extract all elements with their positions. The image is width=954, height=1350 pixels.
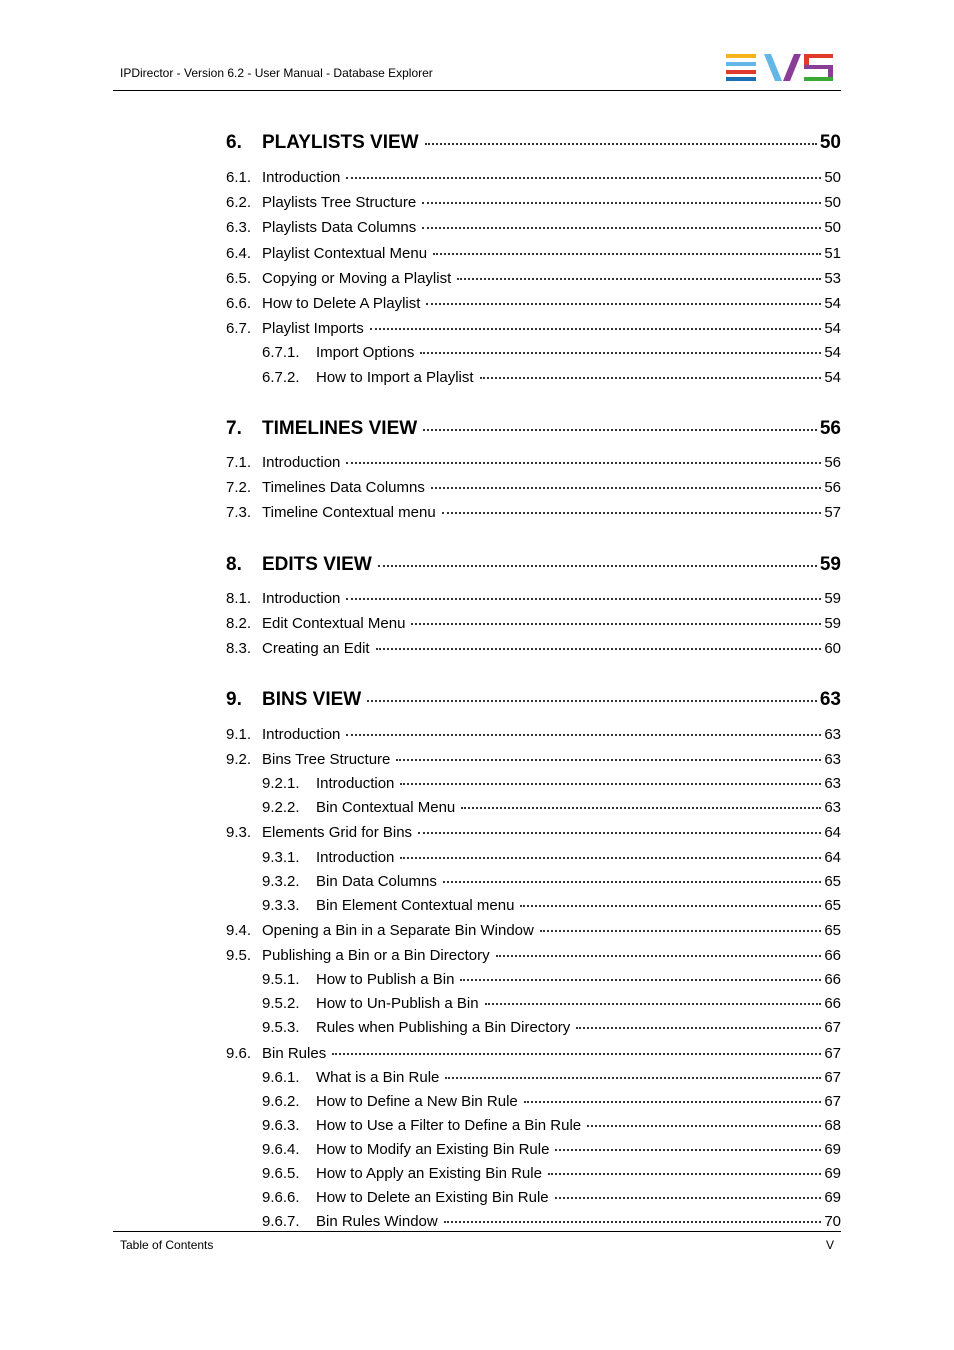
toc-section-entry[interactable] xyxy=(226,270,841,287)
toc-entry-title: Rules when Publishing a Bin Directory xyxy=(316,1019,571,1036)
toc-entry-title: Bin Data Columns xyxy=(316,873,437,890)
toc-entry-number: 9.5.1. xyxy=(262,971,300,988)
toc-entry-title: Elements Grid for Bins xyxy=(262,824,413,841)
toc-entry-page: 50 xyxy=(824,169,841,186)
toc-dot-leader xyxy=(423,429,817,431)
toc-entry-page: 63 xyxy=(824,775,841,792)
toc-entry-number: 7. xyxy=(226,418,242,439)
toc-dot-leader xyxy=(400,783,821,785)
toc-entry-title: Edit Contextual Menu xyxy=(262,615,406,632)
toc-entry-number: 9.2. xyxy=(226,751,252,768)
toc-chapter-entry[interactable] xyxy=(226,689,841,711)
toc-dot-leader xyxy=(442,512,822,514)
toc-section-entry[interactable] xyxy=(226,615,841,632)
toc-entry-page: 51 xyxy=(824,245,841,262)
toc-subsection-entry[interactable] xyxy=(226,799,841,816)
toc-entry-title: Creating an Edit xyxy=(262,640,370,657)
toc-entry-title: Import Options xyxy=(316,344,415,361)
toc-entry-page: 63 xyxy=(824,799,841,816)
toc-entry-number: 6. xyxy=(226,132,242,153)
toc-section-entry[interactable] xyxy=(226,640,841,657)
toc-dot-leader xyxy=(425,143,817,145)
toc-section-entry[interactable] xyxy=(226,922,841,939)
toc-dot-leader xyxy=(540,930,821,932)
toc-dot-leader xyxy=(445,1077,821,1079)
toc-section-entry[interactable] xyxy=(226,194,841,211)
toc-subsection-entry[interactable] xyxy=(226,1093,841,1110)
toc-entry-page: 54 xyxy=(824,369,841,386)
toc-dot-leader xyxy=(443,881,821,883)
toc-entry-number: 9.3.1. xyxy=(262,849,300,866)
toc-entry-page: 57 xyxy=(824,504,841,521)
toc-dot-leader xyxy=(524,1101,822,1103)
toc-entry-number: 9.2.2. xyxy=(262,799,300,816)
toc-entry-title: Bin Rules Window xyxy=(316,1213,438,1230)
toc-entry-page: 69 xyxy=(824,1165,841,1182)
toc-subsection-entry[interactable] xyxy=(226,775,841,792)
toc-entry-page: 66 xyxy=(824,995,841,1012)
table-of-contents xyxy=(226,0,841,1350)
toc-entry-number: 8.1. xyxy=(226,590,252,607)
toc-dot-leader xyxy=(420,352,821,354)
toc-entry-number: 8.2. xyxy=(226,615,252,632)
toc-entry-page: 63 xyxy=(824,751,841,768)
toc-entry-page: 60 xyxy=(824,640,841,657)
toc-subsection-entry[interactable] xyxy=(226,849,841,866)
toc-dot-leader xyxy=(485,1003,822,1005)
toc-entry-page: 53 xyxy=(824,270,841,287)
toc-dot-leader xyxy=(520,905,821,907)
toc-entry-page: 65 xyxy=(824,873,841,890)
toc-dot-leader xyxy=(346,177,821,179)
toc-entry-number: 6.2. xyxy=(226,194,252,211)
toc-entry-title: TIMELINES VIEW xyxy=(262,418,418,439)
toc-entry-number: 6.3. xyxy=(226,219,252,236)
toc-subsection-entry[interactable] xyxy=(226,1117,841,1134)
toc-chapter-entry[interactable] xyxy=(226,554,841,576)
toc-entry-number: 9.5. xyxy=(226,947,252,964)
toc-entry-page: 67 xyxy=(824,1019,841,1036)
toc-subsection-entry[interactable] xyxy=(226,1189,841,1206)
toc-entry-page: 50 xyxy=(819,132,841,153)
toc-entry-title: Introduction xyxy=(262,454,341,471)
toc-entry-number: 6.7.2. xyxy=(262,369,300,386)
toc-dot-leader xyxy=(396,759,821,761)
toc-entry-number: 8.3. xyxy=(226,640,252,657)
toc-entry-page: 59 xyxy=(824,615,841,632)
toc-entry-title: How to Modify an Existing Bin Rule xyxy=(316,1141,550,1158)
toc-subsection-entry[interactable] xyxy=(226,971,841,988)
toc-entry-title: Introduction xyxy=(262,590,341,607)
toc-entry-page: 56 xyxy=(819,418,841,439)
toc-section-entry[interactable] xyxy=(226,1045,841,1062)
toc-entry-title: Playlists Data Columns xyxy=(262,219,417,236)
toc-entry-title: Timeline Contextual menu xyxy=(262,504,436,521)
toc-entry-page: 56 xyxy=(824,479,841,496)
toc-entry-title: How to Use a Filter to Define a Bin Rule xyxy=(316,1117,582,1134)
toc-entry-title: EDITS VIEW xyxy=(262,554,372,575)
toc-dot-leader xyxy=(444,1221,822,1223)
toc-dot-leader xyxy=(370,328,822,330)
toc-entry-number: 7.2. xyxy=(226,479,252,496)
toc-entry-title: How to Delete A Playlist xyxy=(262,295,421,312)
toc-entry-title: Playlist Contextual Menu xyxy=(262,245,428,262)
toc-section-entry[interactable] xyxy=(226,295,841,312)
toc-entry-number: 9.1. xyxy=(226,726,252,743)
toc-dot-leader xyxy=(346,462,821,464)
toc-subsection-entry[interactable] xyxy=(226,1213,841,1230)
toc-entry-page: 65 xyxy=(824,897,841,914)
toc-entry-title: How to Un-Publish a Bin xyxy=(316,995,479,1012)
toc-entry-title: BINS VIEW xyxy=(262,689,362,710)
toc-entry-page: 59 xyxy=(824,590,841,607)
toc-entry-page: 50 xyxy=(824,219,841,236)
toc-entry-number: 6.5. xyxy=(226,270,252,287)
toc-dot-leader xyxy=(457,278,821,280)
toc-dot-leader xyxy=(587,1125,821,1127)
toc-entry-number: 6.4. xyxy=(226,245,252,262)
toc-subsection-entry[interactable] xyxy=(226,369,841,386)
toc-dot-leader xyxy=(422,227,821,229)
toc-section-entry[interactable] xyxy=(226,245,841,262)
toc-dot-leader xyxy=(332,1053,821,1055)
toc-entry-page: 67 xyxy=(824,1045,841,1062)
toc-entry-title: Bin Rules xyxy=(262,1045,327,1062)
toc-entry-page: 54 xyxy=(824,344,841,361)
toc-entry-number: 9.6.7. xyxy=(262,1213,300,1230)
toc-entry-title: Bin Contextual Menu xyxy=(316,799,456,816)
toc-entry-number: 9.6. xyxy=(226,1045,252,1062)
toc-section-entry[interactable] xyxy=(226,219,841,236)
toc-dot-leader xyxy=(376,648,822,650)
toc-entry-number: 8. xyxy=(226,554,242,575)
toc-dot-leader xyxy=(576,1027,821,1029)
toc-section-entry[interactable] xyxy=(226,479,841,496)
toc-entry-page: 56 xyxy=(824,454,841,471)
toc-entry-number: 9.6.3. xyxy=(262,1117,300,1134)
toc-entry-page: 54 xyxy=(824,295,841,312)
toc-section-entry[interactable] xyxy=(226,504,841,521)
toc-dot-leader xyxy=(400,857,821,859)
toc-section-entry[interactable] xyxy=(226,590,841,607)
footer-page-number: V xyxy=(825,1238,834,1252)
toc-dot-leader xyxy=(426,303,821,305)
toc-chapter-entry[interactable] xyxy=(226,132,841,154)
toc-entry-page: 65 xyxy=(824,922,841,939)
toc-subsection-entry[interactable] xyxy=(226,344,841,361)
toc-dot-leader xyxy=(346,598,821,600)
toc-entry-number: 9. xyxy=(226,689,242,710)
toc-entry-page: 64 xyxy=(824,849,841,866)
toc-entry-title: Copying or Moving a Playlist xyxy=(262,270,452,287)
footer-rule xyxy=(113,1231,841,1232)
toc-entry-page: 63 xyxy=(819,689,841,710)
toc-entry-number: 9.3. xyxy=(226,824,252,841)
toc-dot-leader xyxy=(346,734,821,736)
toc-entry-number: 9.6.4. xyxy=(262,1141,300,1158)
toc-entry-number: 7.1. xyxy=(226,454,252,471)
toc-dot-leader xyxy=(418,832,821,834)
toc-section-entry[interactable] xyxy=(226,751,841,768)
toc-entry-title: Timelines Data Columns xyxy=(262,479,425,496)
toc-entry-title: Opening a Bin in a Separate Bin Window xyxy=(262,922,534,939)
toc-dot-leader xyxy=(555,1197,822,1199)
toc-entry-number: 6.7.1. xyxy=(262,344,300,361)
document-header-title: IPDirector - Version 6.2 - User Manual - Database Explorer xyxy=(120,66,433,80)
toc-entry-page: 70 xyxy=(824,1213,841,1230)
toc-entry-title: How to Publish a Bin xyxy=(316,971,455,988)
toc-dot-leader xyxy=(496,955,822,957)
toc-subsection-entry[interactable] xyxy=(226,897,841,914)
toc-entry-page: 69 xyxy=(824,1141,841,1158)
toc-dot-leader xyxy=(433,253,821,255)
toc-entry-number: 9.6.6. xyxy=(262,1189,300,1206)
footer-section-title: Table of Contents xyxy=(120,1238,214,1252)
toc-entry-number: 9.6.2. xyxy=(262,1093,300,1110)
toc-dot-leader xyxy=(555,1149,821,1151)
toc-entry-number: 9.6.1. xyxy=(262,1069,300,1086)
toc-entry-title: Introduction xyxy=(262,726,341,743)
toc-entry-number: 6.7. xyxy=(226,320,252,337)
toc-subsection-entry[interactable] xyxy=(226,873,841,890)
toc-entry-page: 67 xyxy=(824,1093,841,1110)
toc-entry-number: 9.4. xyxy=(226,922,252,939)
toc-entry-page: 59 xyxy=(819,554,841,575)
toc-entry-title: How to Delete an Existing Bin Rule xyxy=(316,1189,549,1206)
toc-subsection-entry[interactable] xyxy=(226,1141,841,1158)
toc-entry-title: Bin Element Contextual menu xyxy=(316,897,515,914)
toc-section-entry[interactable] xyxy=(226,454,841,471)
toc-subsection-entry[interactable] xyxy=(226,1069,841,1086)
toc-entry-number: 9.5.3. xyxy=(262,1019,300,1036)
toc-subsection-entry[interactable] xyxy=(226,1165,841,1182)
toc-entry-number: 9.5.2. xyxy=(262,995,300,1012)
toc-subsection-entry[interactable] xyxy=(226,995,841,1012)
toc-section-entry[interactable] xyxy=(226,726,841,743)
toc-entry-title: What is a Bin Rule xyxy=(316,1069,440,1086)
toc-entry-page: 68 xyxy=(824,1117,841,1134)
toc-dot-leader xyxy=(367,700,817,702)
toc-section-entry[interactable] xyxy=(226,824,841,841)
toc-dot-leader xyxy=(422,202,821,204)
toc-dot-leader xyxy=(548,1173,821,1175)
toc-entry-title: Publishing a Bin or a Bin Directory xyxy=(262,947,490,964)
toc-dot-leader xyxy=(480,377,822,379)
toc-entry-page: 69 xyxy=(824,1189,841,1206)
toc-entry-title: Playlists Tree Structure xyxy=(262,194,417,211)
toc-dot-leader xyxy=(431,487,821,489)
toc-entry-number: 6.1. xyxy=(226,169,252,186)
toc-entry-title: Introduction xyxy=(262,169,341,186)
toc-entry-page: 50 xyxy=(824,194,841,211)
toc-entry-title: PLAYLISTS VIEW xyxy=(262,132,419,153)
toc-section-entry[interactable] xyxy=(226,169,841,186)
toc-entry-page: 67 xyxy=(824,1069,841,1086)
toc-chapter-entry[interactable] xyxy=(226,418,841,440)
toc-entry-number: 6.6. xyxy=(226,295,252,312)
toc-entry-page: 66 xyxy=(824,947,841,964)
toc-entry-title: Playlist Imports xyxy=(262,320,364,337)
toc-entry-page: 66 xyxy=(824,971,841,988)
toc-entry-title: How to Import a Playlist xyxy=(316,369,474,386)
toc-entry-title: Bins Tree Structure xyxy=(262,751,391,768)
toc-entry-title: Introduction xyxy=(316,849,395,866)
toc-entry-title: How to Define a New Bin Rule xyxy=(316,1093,518,1110)
toc-section-entry[interactable] xyxy=(226,320,841,337)
toc-section-entry[interactable] xyxy=(226,947,841,964)
toc-dot-leader xyxy=(460,979,821,981)
toc-entry-number: 9.6.5. xyxy=(262,1165,300,1182)
toc-entry-page: 64 xyxy=(824,824,841,841)
toc-dot-leader xyxy=(461,807,821,809)
toc-subsection-entry[interactable] xyxy=(226,1019,841,1036)
toc-entry-title: Introduction xyxy=(316,775,395,792)
toc-entry-number: 7.3. xyxy=(226,504,252,521)
toc-dot-leader xyxy=(378,565,817,567)
toc-dot-leader xyxy=(411,623,821,625)
toc-entry-number: 9.3.2. xyxy=(262,873,300,890)
toc-entry-page: 63 xyxy=(824,726,841,743)
toc-entry-number: 9.3.3. xyxy=(262,897,300,914)
toc-entry-number: 9.2.1. xyxy=(262,775,300,792)
toc-entry-title: How to Apply an Existing Bin Rule xyxy=(316,1165,542,1182)
toc-entry-page: 54 xyxy=(824,320,841,337)
